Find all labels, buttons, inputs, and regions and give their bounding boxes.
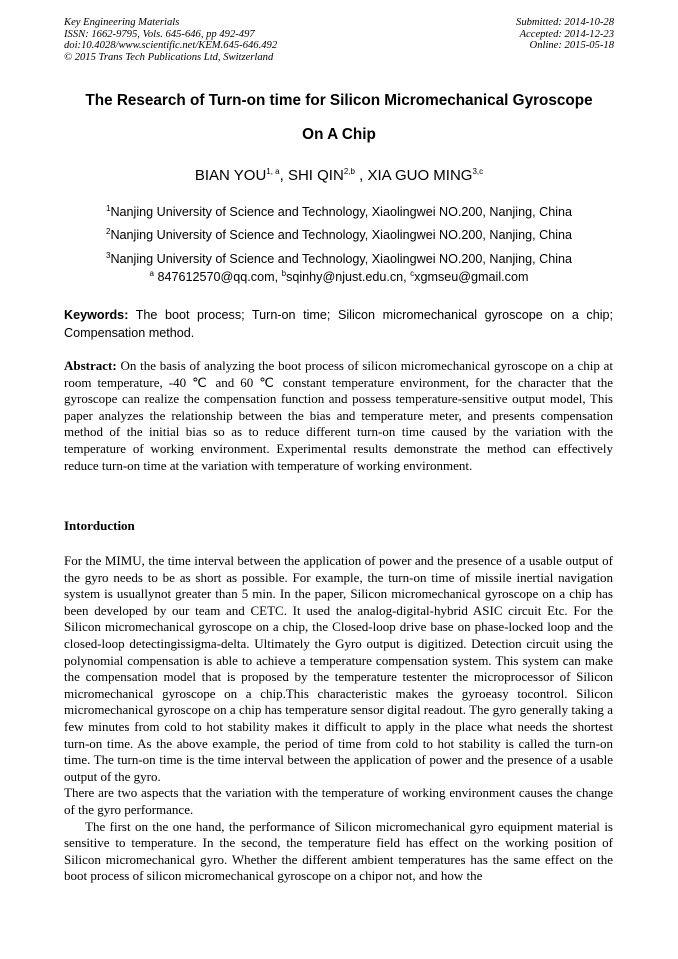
author-name: XIA GUO MING	[367, 167, 473, 184]
email-text: xgmseu@gmail.com	[414, 270, 529, 284]
submission-dates	[516, 17, 614, 52]
issn-line: ISSN: 1662-9795, Vols. 645-646, pp 492-497	[64, 28, 255, 40]
abstract-text: On the basis of analyzing the boot process of silicon micromechanical gyroscope on a chip at room temperature, -40 ℃ and 60 ℃ constant temperature environment, for the character that the gyroscope can realize the compensation function and possess temperature-sensitive output model, This paper analyzes the relationship between the bias and temperature meter, and presents compensation method of the initial bias so as to reduce different turn-on time caused by the variation with the temperature of working environment. Experimental results demonstrate the method can effectively reduce turn-on time at the variation with temperature of working environment.	[64, 358, 613, 473]
accepted-date: Accepted: 2014-12-23	[519, 28, 614, 40]
intro-body	[64, 553, 613, 885]
doi-line: doi:10.4028/www.scientific.net/KEM.645-646.492	[64, 40, 278, 52]
affiliation	[0, 205, 678, 219]
author-sup: 3,c	[472, 167, 484, 176]
paragraph: The first on the one hand, the performance of Silicon micromechanical gyro equipment material is sensitive to temperature. In the second, the temperature field has effect on the working position of Silicon micromechanical gyro. Whether the different ambient temperatures has the same effect on the boot process of silicon micromechanical gyroscope on a chipor not, and how the	[64, 818, 613, 884]
email-sup: a	[149, 268, 154, 278]
paper-title-line-1: The Research of Turn-on time for Silicon Micromechanical Gyroscope	[85, 92, 593, 109]
email-sup: c	[410, 268, 415, 278]
paper-title-line-2: On A Chip	[302, 126, 376, 143]
author-sup: 1, a	[266, 167, 280, 176]
keywords-text: The boot process; Turn-on time; Silicon micromechanical gyroscope on a chip; Compensation method.	[64, 308, 613, 340]
affiliation-text: Nanjing University of Science and Technology, Xiaolingwei NO.200, Nanjing, China	[110, 252, 573, 266]
email-sup: b	[281, 268, 287, 278]
keywords-label: Keywords:	[64, 308, 129, 322]
email-text: sqinhy@njust.edu.cn,	[286, 270, 411, 284]
affiliation-text: Nanjing University of Science and Technology, Xiaolingwei NO.200, Nanjing, China	[110, 205, 573, 219]
affiliation-sup: 1	[105, 203, 111, 213]
affiliation-sup: 3	[105, 250, 111, 260]
email-text: 847612570@qq.com,	[153, 270, 282, 284]
author-name: BIAN YOU	[194, 167, 267, 184]
section-heading: Intorduction	[64, 518, 135, 533]
affiliation-sup: 2	[105, 226, 111, 236]
keywords	[64, 306, 613, 342]
author-name: SHI QIN	[287, 167, 344, 184]
abstract	[64, 358, 613, 474]
affiliation	[0, 252, 678, 266]
abstract-label: Abstract:	[64, 358, 117, 373]
paragraph: There are two aspects that the variation with the temperature of working environment causes the change of the gyro performance.	[64, 785, 613, 817]
affiliation	[0, 228, 678, 242]
journal-name: Key Engineering Materials	[64, 17, 180, 28]
affiliation-text: Nanjing University of Science and Technology, Xiaolingwei NO.200, Nanjing, China	[110, 228, 573, 242]
submitted-date: Submitted: 2014-10-28	[516, 17, 614, 28]
email-line	[0, 270, 678, 284]
online-date: Online: 2015-05-18	[529, 40, 614, 52]
author-list: BIAN YOU$^{1, a}$, SHI QIN$^{2,b}$ , XIA GUO MING$^{3,c}$	[194, 167, 484, 184]
paragraph: For the MIMU, the time interval between the application of power and the presence of a usable output of the gyro needs to be as short as possible. For example, the turn-on time of missile inertial navigation system is usuallynot greater than 5 min. In the paper, Silicon micromechanical gyroscope on a chip has been developed by our team and CETC. It used the analog-digital-hybrid ASIC circuit Etc. For the Silicon micromechanical gyroscope on a chip, the Closed-loop drive base on phase-locked loop and the closed-loop detectingissigma-delta. Ultimately the Gyro output is digitized. Detection circuit using the polynomial compensation is able to achieve a temperature compensation system. This system can make the compensation model that is proposed by the temperature testenter the microprocessor of Silicon micromechanical gyroscope on a chip.This characteristic makes the gyroeasy tocontrol. Silicon micromechanical gyroscope on a chip has temperature sensor digital readout. The gyro generally taking a few minutes from cold to hot stability makes it difficult to apply in the place what needs the shortest turn-on time. As the above example, the period of time from cold to hot stability is called the turn-on time. The turn-on time is the time interval between the application of power and the presence of a usable output of the gyro.	[64, 553, 613, 784]
journal-info	[64, 17, 277, 63]
copyright-line: © 2015 Trans Tech Publications Ltd, Switzerland	[64, 51, 274, 63]
author-sup: 2,b	[343, 167, 355, 176]
